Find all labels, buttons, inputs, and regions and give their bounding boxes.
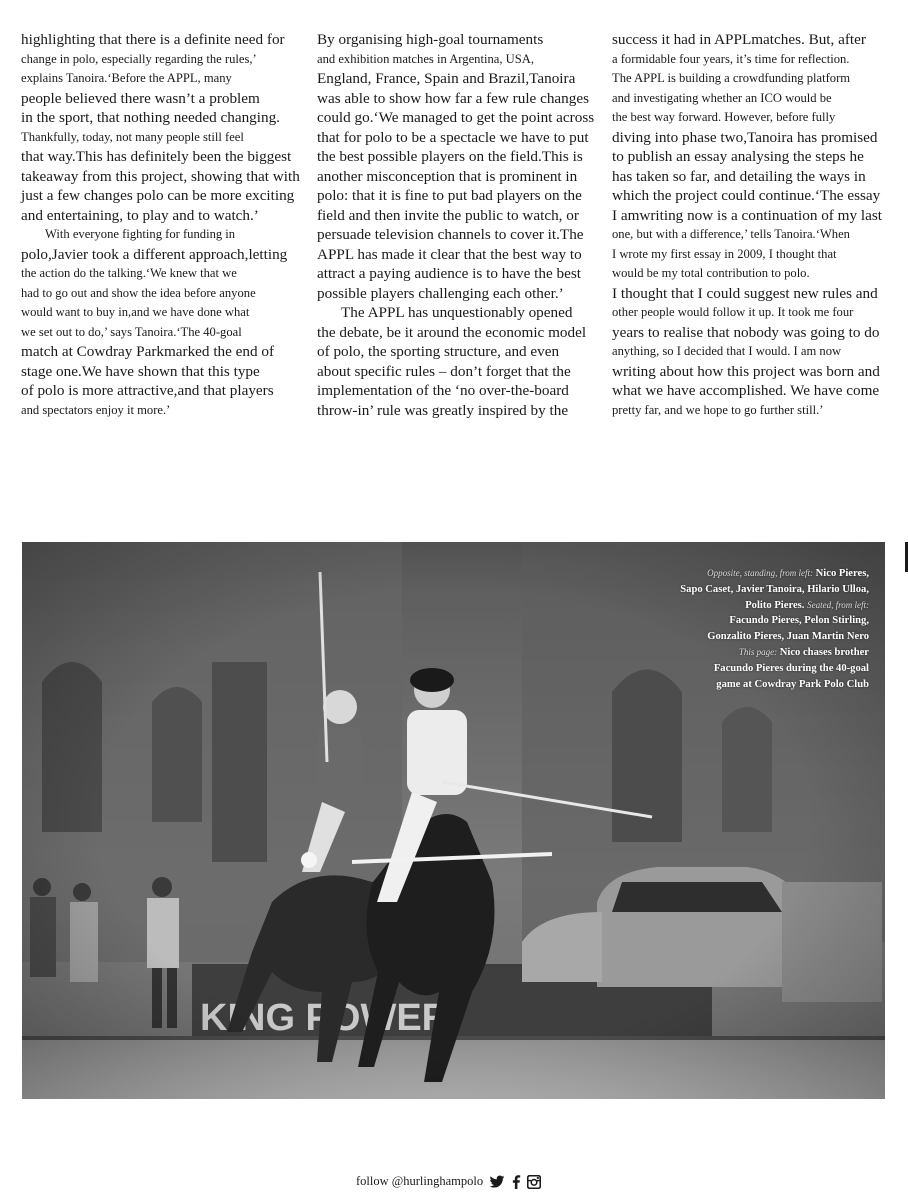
- caption-names: Facundo Pieres during the 40-goal: [713, 662, 869, 674]
- caption-names: Sapo Caset, Javier Tanoira, Hilario Ulloa,: [680, 583, 869, 595]
- text-line: a formidable four years, it’s time for reflection.: [612, 51, 850, 66]
- twitter-icon[interactable]: [489, 1175, 505, 1189]
- text-line: England, France, Spain and Brazil,Tanoira: [317, 70, 576, 87]
- text-line: polo,Javier took a different approach,letting: [21, 245, 288, 263]
- text-line: would be my total contribution to polo.: [612, 266, 810, 280]
- text-line: explains Tanoira.‘Before the APPL, many: [21, 71, 232, 85]
- text-line: field and then invite the public to watch, or: [317, 206, 579, 224]
- text-line: other people would follow it up. It took me four: [612, 305, 854, 319]
- text-line: diving into phase two,Tanoira has promised: [612, 128, 878, 146]
- text-line: which the project could continue.‘The essay: [612, 187, 881, 204]
- text-line: and exhibition matches in Argentina, USA,: [317, 51, 534, 66]
- text-line: pretty far, and we hope to go further still.’: [612, 402, 824, 417]
- text-line: had to go out and show the idea before anyone: [21, 285, 256, 300]
- caption-names: Polito Pieres.: [745, 599, 805, 611]
- text-line: success it had in APPLmatches. But, after: [612, 31, 866, 48]
- text-line: the debate, be it around the economic model: [317, 323, 587, 341]
- text-line: By organising high-goal tournaments: [317, 31, 544, 48]
- text-line: years to realise that nobody was going to do: [612, 323, 880, 341]
- text-line: just a few changes polo can be more exciting: [21, 187, 295, 204]
- text-line: match at Cowdray Parkmarked the end of: [21, 343, 275, 360]
- text-line: one, but with a difference,’ tells Tanoira.‘When: [612, 227, 850, 241]
- caption-names: Gonzalito Pieres, Juan Martin Nero: [707, 631, 869, 643]
- text-line: I wrote my first essay in 2009, I thought that: [612, 246, 837, 261]
- text-line: takeaway from this project, showing that with: [21, 167, 300, 185]
- text-line: has taken so far, and detailing the ways in: [612, 167, 866, 185]
- text-line: what we have accomplished. We have come: [612, 382, 880, 399]
- text-line: throw-in’ rule was greatly inspired by the: [317, 401, 569, 419]
- text-line: writing about how this project was born and: [612, 362, 880, 380]
- caption-label: Opposite, standing, from left:: [707, 568, 813, 578]
- text-line: of polo is more attractive,and that players: [21, 382, 274, 399]
- text-line: would want to buy in,and we have done what: [21, 305, 250, 319]
- caption-names: Nico Pieres,: [815, 568, 869, 579]
- text-line: that for polo to be a spectacle we have to put: [317, 128, 589, 146]
- text-line: Thankfully, today, not many people still feel: [21, 129, 244, 144]
- follow-handle[interactable]: follow @hurlinghampolo: [356, 1174, 484, 1188]
- text-line: anything, so I decided that I would. I am now: [612, 344, 842, 358]
- instagram-icon[interactable]: [527, 1175, 541, 1189]
- text-line: of polo, the sporting structure, and even: [317, 343, 560, 360]
- text-line: the action do the talking.‘We knew that we: [21, 266, 237, 280]
- text-line: in the sport, that nothing needed changing.: [21, 109, 280, 126]
- text-line: I thought that I could suggest new rules and: [612, 284, 878, 302]
- text-line: and spectators enjoy it more.’: [21, 402, 171, 417]
- text-line: The APPL is building a crowdfunding platform: [612, 71, 851, 85]
- text-line: I amwriting now is a continuation of my last: [612, 206, 882, 224]
- text-line: people believed there wasn’t a problem: [21, 89, 260, 107]
- text-line: With everyone fighting for funding in: [45, 227, 236, 241]
- text-line: possible players challenging each other.’: [317, 284, 564, 302]
- text-line: about specific rules – don’t forget that the: [317, 362, 571, 380]
- caption-names: Facundo Pieres, Pelon Stirling,: [729, 615, 869, 627]
- article-column-3: [612, 30, 890, 420]
- caption-label: Seated, from left:: [807, 599, 869, 610]
- text-line: the best possible players on the field.This is: [317, 148, 583, 165]
- text-line: The APPL has unquestionably opened: [341, 304, 573, 321]
- text-line: could go.‘We managed to get the point across: [317, 109, 595, 126]
- text-line: polo: that it is fine to put bad players on the: [317, 187, 582, 204]
- text-line: and entertaining, to play and to watch.’: [21, 206, 259, 224]
- facebook-icon[interactable]: [511, 1175, 521, 1189]
- text-line: another misconception that is prominent in: [317, 167, 578, 185]
- text-line: and investigating whether an ICO would be: [612, 90, 832, 105]
- text-line: APPL has made it clear that the best way to: [317, 245, 582, 263]
- text-line: was able to show how far a few rule changes: [317, 89, 590, 107]
- photo-caption: [639, 566, 869, 692]
- caption-names: Nico chases brother: [779, 646, 869, 658]
- caption-names: game at Cowdray Park Polo Club: [716, 678, 869, 690]
- caption-label: This page:: [738, 646, 778, 657]
- text-line: that way.This has definitely been the biggest: [21, 148, 292, 165]
- text-line: highlighting that there is a definite need for: [21, 31, 285, 48]
- text-line: persuade television channels to cover it.The: [317, 226, 584, 243]
- text-line: attract a paying audience is to have the best: [317, 265, 581, 282]
- article-column-2: [317, 30, 595, 420]
- text-line: implementation of the ‘no over-the-board: [317, 382, 569, 399]
- article-column-1: [21, 30, 299, 420]
- text-line: we set out to do,’ says Tanoira.‘The 40-goal: [21, 324, 242, 339]
- social-footer: [356, 1174, 541, 1189]
- text-line: change in polo, especially regarding the rules,’: [21, 51, 257, 66]
- text-line: to publish an essay analysing the steps he: [612, 148, 864, 165]
- polo-match-photo: [22, 542, 885, 1099]
- text-line: stage one.We have shown that this type: [21, 362, 260, 380]
- text-line: the best way forward. However, before fully: [612, 110, 836, 124]
